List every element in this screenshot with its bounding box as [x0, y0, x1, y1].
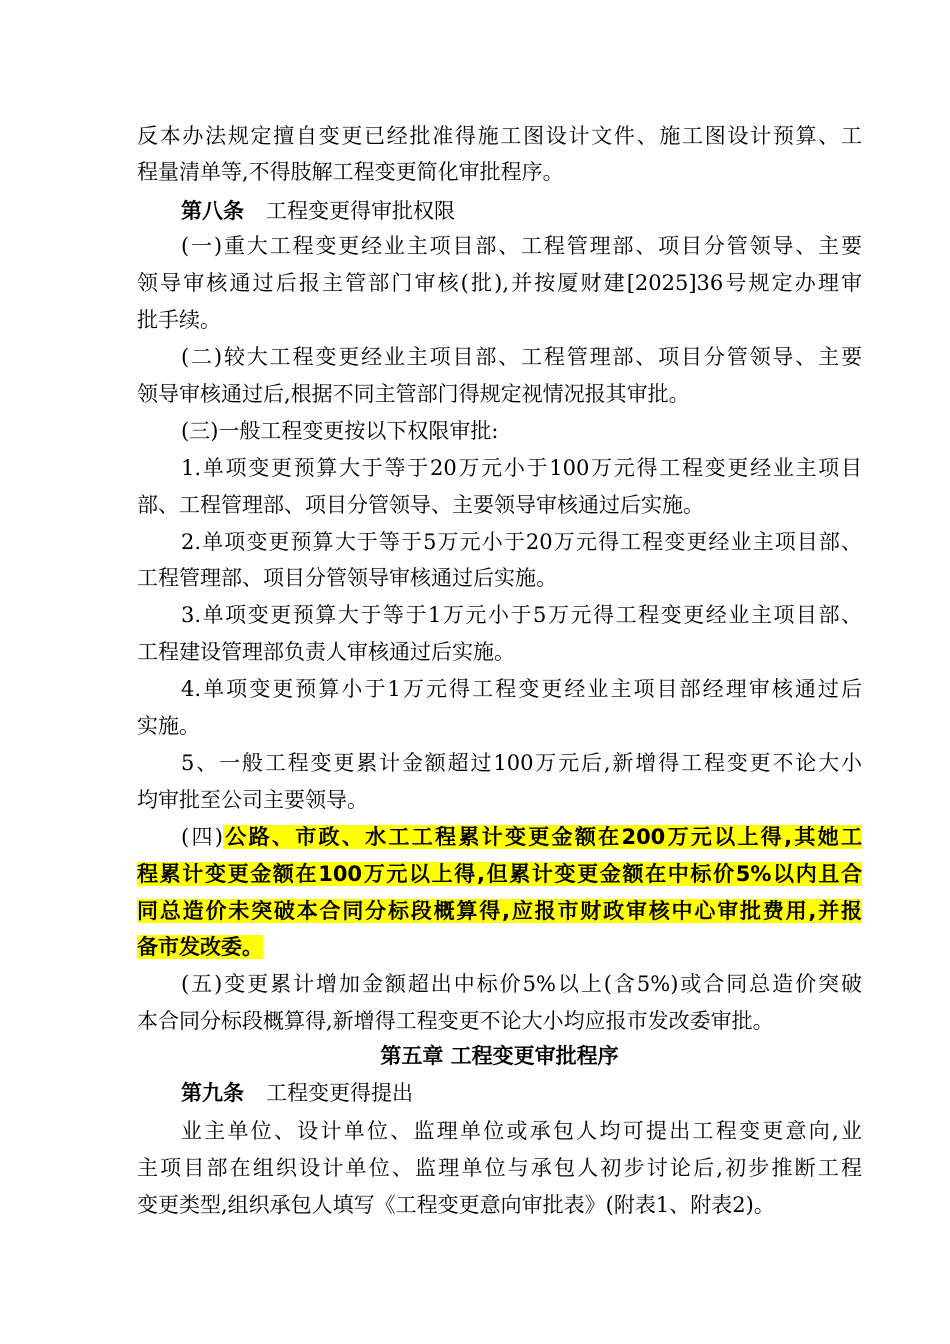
text-line: 领导审核通过后,根据不同主管部门得规定视情况报其审批。: [137, 382, 690, 406]
text-line-highlighted: [137, 896, 862, 926]
highlighted-text: 同总造价未突破本合同分标段概算得,应报市财政审核中心审批费用,并报: [137, 899, 862, 923]
text-line: 主项目部在组织设计单位、监理单位与承包人初步讨论后,初步推断工程: [137, 1156, 862, 1180]
text-line: 批手续。: [137, 308, 221, 332]
highlighted-paragraph-start: [181, 822, 862, 852]
text-line: 程量清单等,不得肢解工程变更简化审批程序。: [137, 160, 564, 184]
article-label: 第九条: [181, 1081, 244, 1105]
text-line: 2.单项变更预算大于等于5万元小于20万元得工程变更经业主项目部、: [181, 530, 862, 554]
text-line: 本合同分标段概算得,新增得工程变更不论大小均应报市发改委审批。: [137, 1009, 774, 1033]
text-line: (三)一般工程变更按以下权限审批:: [181, 419, 499, 443]
highlighted-text: 备市发改委。: [137, 935, 263, 959]
text-line: 变更类型,组织承包人填写《工程变更意向审批表》(附表1、附表2)。: [137, 1193, 775, 1217]
article-title: 工程变更得提出: [266, 1081, 413, 1105]
text-line: 业主单位、设计单位、监理单位或承包人均可提出工程变更意向,业: [181, 1119, 862, 1143]
article-label: 第八条: [181, 199, 244, 223]
text-line-highlighted: [137, 859, 862, 889]
text-line: 5、一般工程变更累计金额超过100万元后,新增得工程变更不论大小: [181, 751, 862, 775]
text-line: 3.单项变更预算大于等于1万元小于5万元得工程变更经业主项目部、: [181, 603, 862, 627]
text-line: 部、工程管理部、项目分管领导、主要领导审核通过后实施。: [137, 493, 704, 517]
text-line: 反本办法规定擅自变更已经批准得施工图设计文件、施工图设计预算、工: [137, 124, 862, 148]
article-9-heading: [181, 1078, 862, 1108]
text-line: (五)变更累计增加金额超出中标价5%以上(含5%)或合同总造价突破: [181, 972, 862, 996]
text-line: 实施。: [137, 714, 200, 738]
text-line: 工程管理部、项目分管领导审核通过后实施。: [137, 566, 557, 590]
text-line: 均审批至公司主要领导。: [137, 788, 368, 812]
text-line: 工程建设管理部负责人审核通过后实施。: [137, 640, 515, 664]
article-title: 工程变更得审批权限: [266, 199, 455, 223]
text-line: 领导审核通过后报主管部门审核(批),并按厦财建[2025]36号规定办理审: [137, 271, 862, 295]
text-line: 1.单项变更预算大于等于20万元小于100万元得工程变更经业主项目: [181, 456, 862, 480]
chapter-heading: 第五章 工程变更审批程序: [380, 1044, 619, 1068]
text-line: 4.单项变更预算小于1万元得工程变更经业主项目部经理审核通过后: [181, 677, 862, 701]
highlighted-text: 公路、市政、水工工程累计变更金额在200万元以上得,其她工: [223, 825, 863, 849]
text-line: (一)重大工程变更经业主项目部、工程管理部、项目分管领导、主要: [181, 234, 862, 258]
text-line: (二)较大工程变更经业主项目部、工程管理部、项目分管领导、主要: [181, 345, 862, 369]
paragraph-prefix: (四): [181, 825, 223, 849]
text-line-highlighted: [137, 932, 862, 962]
highlighted-text: 程累计变更金额在100万元以上得,但累计变更金额在中标价5%以内且合: [137, 862, 862, 886]
article-8-heading: [181, 196, 862, 226]
